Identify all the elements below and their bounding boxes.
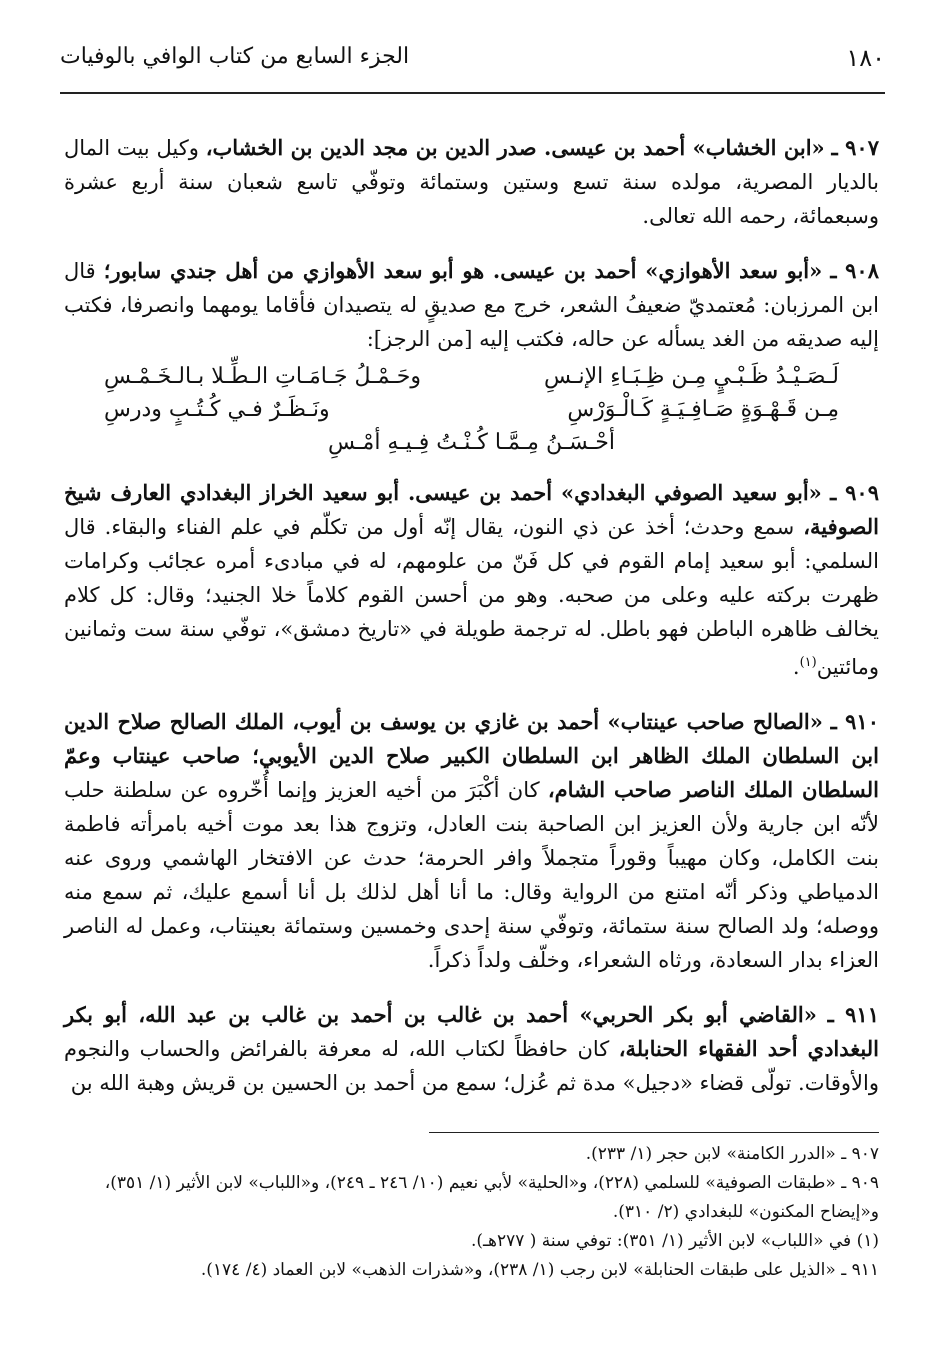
main-text: [64, 110, 879, 1104]
entry-number: ٩٠٧ ـ: [831, 135, 879, 160]
entry-908: [64, 254, 879, 356]
entry-title: «الصالح صاحب عينتاب» أحمد بن غازي بن يوسف بن أيوب، الملك الصالح صلاح الدين ابن السلطان الملك الظاهر ابن السلطان الكبير صلاح الدين الأيوبي؛ صاحب عينتاب وعمّ السلطان الملك الناصر صاحب الشام،: [64, 709, 879, 802]
footnote: (١) في «اللباب» لابن الأثير (١/ ٣٥١): توفي سنة ( ٢٧٧هـ).: [470, 1231, 879, 1251]
entry-909: ٩٠٩ ـ «أبو سعيد الصوفي البغدادي» أحمد بن عيسى. أبو سعيد الخراز البغدادي العارف شيخ الصوفية، سمع وحدث؛ أخذ عن ذي النون، يقال إنّه أول من تكلّم في علم الفناء والبقاء. قال السلمي: أبو سعيد إمام القوم في كل فَنّ من علومهم، له في مبادىء أمره عجائب وكرامات ظهرت بركته عليه وعلى من صحبه. وهو من أحسن القوم كلاماً خلا الجنيد؛ وقال: كل كلام يخالف ظاهره الباطن فهو باطل. له ترجمة طويلة في «تاريخ دمشق»، توفّي سنة ست وثمانين ومائتين$^{(١)}$.: [64, 480, 879, 679]
entry-body: قال ابن المرزبان: مُعتمديّ ضعيفُ الشعر، خرج مع صديقٍ له يتصيدان فأقاما يومهما وانصرفا، فكتب إليه صديقه من الغد يسأله عن حاله، فكتب إليه [من الرجز]:: [64, 259, 879, 351]
entry-title: «ابن الخشاب» أحمد بن عيسى. صدر الدين بن مجد الدين بن الخشاب،: [205, 135, 825, 160]
entry-number: ٩٠٩ ـ: [830, 480, 879, 505]
entry-number: ٩٠٨ ـ: [830, 258, 879, 283]
poem-line-1: [64, 364, 879, 389]
footnote-divider: [429, 1132, 879, 1133]
page-header: [60, 38, 885, 88]
footnote: ٩٠٧ ـ «الدرر الكامنة» لابن حجر (١/ ٢٣٣).: [585, 1144, 879, 1164]
entry-number: ٩١٠ ـ: [830, 709, 879, 734]
entry-910: [64, 705, 879, 977]
page-number: ١٨٠: [846, 44, 885, 72]
poem-hemistich: وحَـمْـلُ جَـامَـاتِ الـطِّـلا بـالـخَـمْـسِ: [104, 364, 422, 389]
entry-907: [64, 131, 879, 233]
poem-hemistich: مِـن قَـهْـوَةٍ صَـافِـيَـةٍ كَـالْـوَرْسِ: [567, 397, 839, 422]
header-divider: [60, 92, 885, 94]
footnote: ٩١١ ـ «الذيل على طبقات الحنابلة» لابن رجب (١/ ٢٣٨)، و«شذرات الذهب» لابن العماد (٤/ ١٧٤).: [200, 1260, 879, 1280]
poem-hemistich: ونَـظَـرٌ فـي كُـتُـبٍ ودرسِ: [104, 397, 330, 422]
entry-body: سمع وحدث؛ أخذ عن ذي النون، يقال إنّه أول من تكلّم في علم الفناء والبقاء. قال السلمي: أبو سعيد إمام القوم في كل فَنّ من علومهم، له في مبادىء أمره عجائب وكرامات ظهرت بركته عليه وعلى من صحبه. وهو من أحسن القوم كلاماً خلا الجنيد؛ وقال: كل كلام يخالف ظاهره الباطن فهو باطل. له ترجمة طويلة في «تاريخ دمشق»، توفّي سنة ست وثمانين ومائتين: [64, 515, 879, 679]
entry-body: كان أكْبَرَ من أخيه العزيز وإنما أُخّروه عن سلطنة حلب لأنّه ابن جارية ولأن العزيز ابن الصاحبة بنت العادل، وتزوج هذا بعد موت أخيه بامرأته فاطمة بنت الكامل، وكان مهيباً وقوراً متجملاً وافر الحرمة؛ حدث عن الافتخار الهاشمي وروى عنه الدمياطي وذكر أنّه امتنع من الرواية وقال: ما أنا أهل لذلك بل أنا أسمع عليك، ثم سمع منه ووصله؛ ولد الصالح سنة ستمائة، وتوفّي سنة إحدى وخمسين وستمائة بعينتاب، وعمل له الناصر العزاء بدار السعادة، ورثاه الشعراء، وخلّف ولداً ذكراً.: [64, 778, 879, 972]
footnotes: [64, 1140, 879, 1285]
footnote: ٩٠٩ ـ «طبقات الصوفية» للسلمي (٢٢٨)، و«الحلية» لأبي نعيم (١٠/ ٢٤٦ ـ ٢٤٩)، و«اللباب» لابن الأثير (١/ ٣٥١)، و«إيضاح المكنون» للبغدادي (٢/ ٣١٠).: [104, 1173, 879, 1222]
entry-911: [64, 998, 879, 1100]
poem-hemistich: لَـصَـيْـدُ ظَـبْـيٍ مِـن ظِـبَـاءِ الإنـسِ: [544, 364, 839, 389]
poem-line-2: [64, 397, 879, 422]
entry-title: «أبو سعد الأهوازي» أحمد بن عيسى. هو أبو سعد الأهوازي من أهل جندي سابور؛: [103, 258, 823, 283]
poem-line-3: أحْـسَـنُ مِـمَّـا كُـنْـتُ فِـيـهِ أمْـسِ: [328, 430, 615, 455]
entry-number: ٩١١ ـ: [827, 1002, 879, 1027]
running-title: الجزء السابع من كتاب الوافي بالوفيات: [60, 44, 410, 69]
footnote-ref: (١): [799, 655, 817, 670]
entry-title: «أبو سعيد الصوفي البغدادي» أحمد بن عيسى. أبو سعيد الخراز البغدادي العارف شيخ الصوفية،: [64, 480, 879, 539]
entry-title: «القاضي أبو بكر الحربي» أحمد بن غالب بن أحمد بن غالب بن عبد الله، أبو بكر البغدادي أحد الفقهاء الحنابلة،: [64, 1002, 879, 1061]
entry-body: وكيل بيت المال بالديار المصرية، مولده سنة تسع وستين وستمائة وتوفّي تاسع شعبان سنة أربع عشرة وسبعمائة، رحمه الله تعالى.: [64, 136, 879, 228]
entry-body: كان حافظاً لكتاب الله، له معرفة بالفرائض والحساب والنجوم والأوقات. تولّى قضاء «دجيل» مدة ثم عُزل؛ سمع من أحمد بن الحسين بن قريش وهبة الله بن: [64, 1037, 879, 1095]
